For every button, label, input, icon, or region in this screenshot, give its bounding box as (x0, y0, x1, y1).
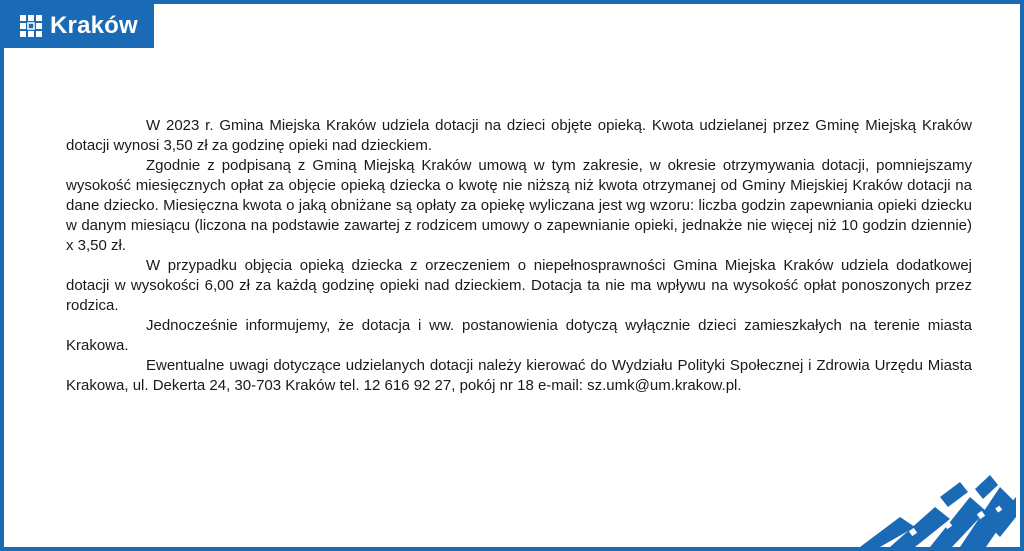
paragraph-disability-subsidy: W przypadku objęcia opieką dziecka z orzeczeniem o niepełnosprawności Gmina Miejska Kraków udziela dodatkowej dotacji w wysokości 6,00 zł za każdą godzinę opieki nad dzieckiem. Dotacja ta nie ma wpływu na wysokość opłat ponoszonych przez rodzica. (66, 257, 972, 314)
krakow-grid-logo-icon (20, 15, 42, 37)
paragraph-residency-note: Jednocześnie informujemy, że dotacja i ww. postanowienia dotyczą wyłącznie dzieci zamieszkałych na terenie miasta Krakowa. (66, 317, 972, 354)
krakow-logo (4, 4, 154, 48)
document-body (66, 116, 972, 396)
paragraph-fee-reduction: Zgodnie z podpisaną z Gminą Miejską Kraków umową w tym zakresie, w okresie otrzymywania dotacji, pomniejszamy wysokość miesięcznych opłat za objęcie opieką dziecka o kwotę nie niższą niż kwota otrzymanej od Gminy Miejskiej Kraków dotacji na dane dziecko. Miesięczna kwota o jaką obniżane są opłaty za opiekę wyliczana jest wg wzoru: liczba godzin zapewniania opieki dziecku w danym miesiącu (liczona na podstawie zawartej z rodzicem umowy o zapewnianie opieki, jednakże nie więcej niż 10 godzin dziennie) x 3,50 zł. (66, 157, 972, 254)
corner-pattern-icon (840, 467, 1020, 547)
paragraph-contact: Ewentualne uwagi dotyczące udzielanych dotacji należy kierować do Wydziału Polityki Społecznej i Zdrowia Urzędu Miasta Krakowa, ul. Dekerta 24, 30-703 Kraków tel. 12 616 92 27, pokój nr 18 e-mail: sz.umk@um.krakow.pl. (66, 357, 972, 394)
paragraph-subsidy-intro: W 2023 r. Gmina Miejska Kraków udziela dotacji na dzieci objęte opieką. Kwota udzielanej przez Gminę Miejską Kraków dotacji wynosi 3,50 zł za godzinę opieki nad dzieckiem. (66, 117, 972, 154)
logo-text: Kraków (50, 12, 138, 39)
